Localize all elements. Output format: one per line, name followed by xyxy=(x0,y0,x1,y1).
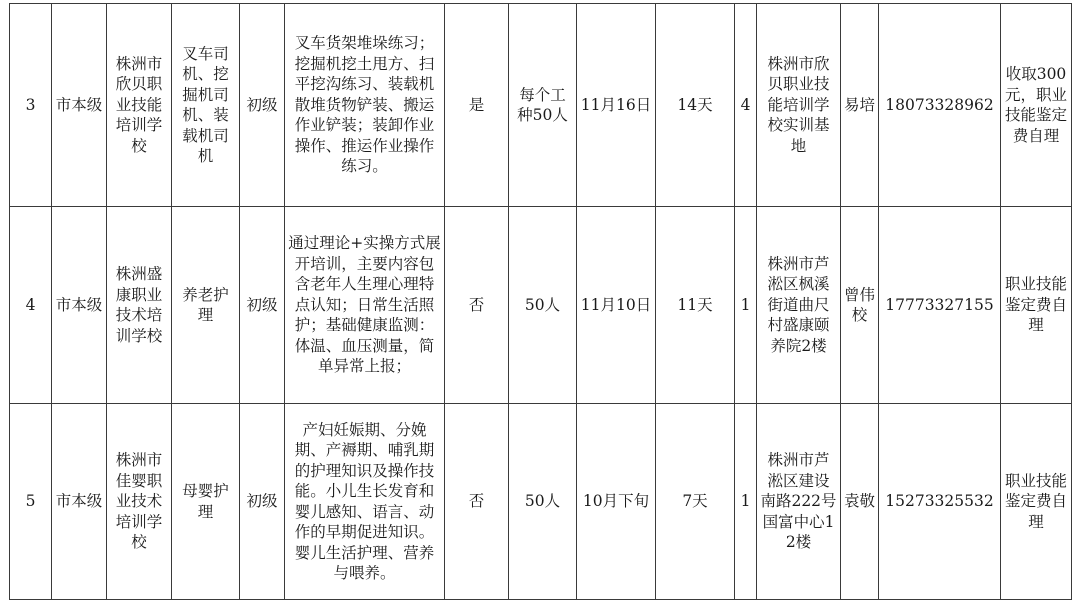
job-type: 叉车司机、挖掘机司机、装载机司机 xyxy=(172,4,240,207)
row-number: 4 xyxy=(10,207,52,404)
duration: 14天 xyxy=(656,4,735,207)
start-date: 11月10日 xyxy=(577,207,656,404)
trainee-count: 50人 xyxy=(509,207,577,404)
admin-level: 市本级 xyxy=(52,404,107,600)
class-count: 1 xyxy=(735,207,757,404)
skill-grade: 初级 xyxy=(240,4,285,207)
class-count: 4 xyxy=(735,4,757,207)
training-location: 株洲市欣贝职业技能培训学校实训基地 xyxy=(757,4,841,207)
job-type: 母婴护理 xyxy=(172,404,240,600)
table-row xyxy=(10,4,1072,207)
school-name: 株洲市欣贝职业技能培训学校 xyxy=(107,4,172,207)
contact-phone: 15273325532 xyxy=(879,404,1001,600)
contact-person: 袁敬 xyxy=(841,404,879,600)
job-type: 养老护理 xyxy=(172,207,240,404)
remarks: 职业技能鉴定费自理 xyxy=(1001,207,1072,404)
start-date: 10月下旬 xyxy=(577,404,656,600)
table-row xyxy=(10,207,1072,404)
start-date: 11月16日 xyxy=(577,4,656,207)
duration: 7天 xyxy=(656,404,735,600)
yes-no-flag: 否 xyxy=(445,404,509,600)
training-location: 株洲市芦淞区建设南路222号国富中心12楼 xyxy=(757,404,841,600)
duration: 11天 xyxy=(656,207,735,404)
training-table-container xyxy=(9,3,1072,600)
remarks: 职业技能鉴定费自理 xyxy=(1001,404,1072,600)
training-content: 叉车货架堆垛练习；挖掘机挖土甩方、扫平挖沟练习、装载机散堆货物铲装、搬运作业铲装；装卸作业操作、推运作业操作练习。 xyxy=(285,4,445,207)
admin-level: 市本级 xyxy=(52,207,107,404)
row-number: 3 xyxy=(10,4,52,207)
training-location: 株洲市芦淞区枫溪街道曲尺村盛康颐养院2楼 xyxy=(757,207,841,404)
contact-phone: 17773327155 xyxy=(879,207,1001,404)
trainee-count: 每个工种50人 xyxy=(509,4,577,207)
remarks: 收取300元，职业技能鉴定费自理 xyxy=(1001,4,1072,207)
skill-grade: 初级 xyxy=(240,404,285,600)
contact-phone: 18073328962 xyxy=(879,4,1001,207)
yes-no-flag: 否 xyxy=(445,207,509,404)
training-content: 通过理论+实操方式展开培训，主要内容包含老年人生理心理特点认知；日常生活照护；基础健康监测：体温、血压测量，简单异常上报； xyxy=(285,207,445,404)
contact-person: 曾伟校 xyxy=(841,207,879,404)
trainee-count: 50人 xyxy=(509,404,577,600)
skill-grade: 初级 xyxy=(240,207,285,404)
school-name: 株洲市佳婴职业技术培训学校 xyxy=(107,404,172,600)
row-number: 5 xyxy=(10,404,52,600)
training-content: 产妇妊娠期、分娩期、产褥期、哺乳期的护理知识及操作技能。小儿生长发育和婴儿感知、语言、动作的早期促进知识。婴儿生活护理、营养与喂养。 xyxy=(285,404,445,600)
training-table xyxy=(9,3,1072,600)
school-name: 株洲盛康职业技术培训学校 xyxy=(107,207,172,404)
table-row xyxy=(10,404,1072,600)
admin-level: 市本级 xyxy=(52,4,107,207)
yes-no-flag: 是 xyxy=(445,4,509,207)
contact-person: 易培 xyxy=(841,4,879,207)
class-count: 1 xyxy=(735,404,757,600)
